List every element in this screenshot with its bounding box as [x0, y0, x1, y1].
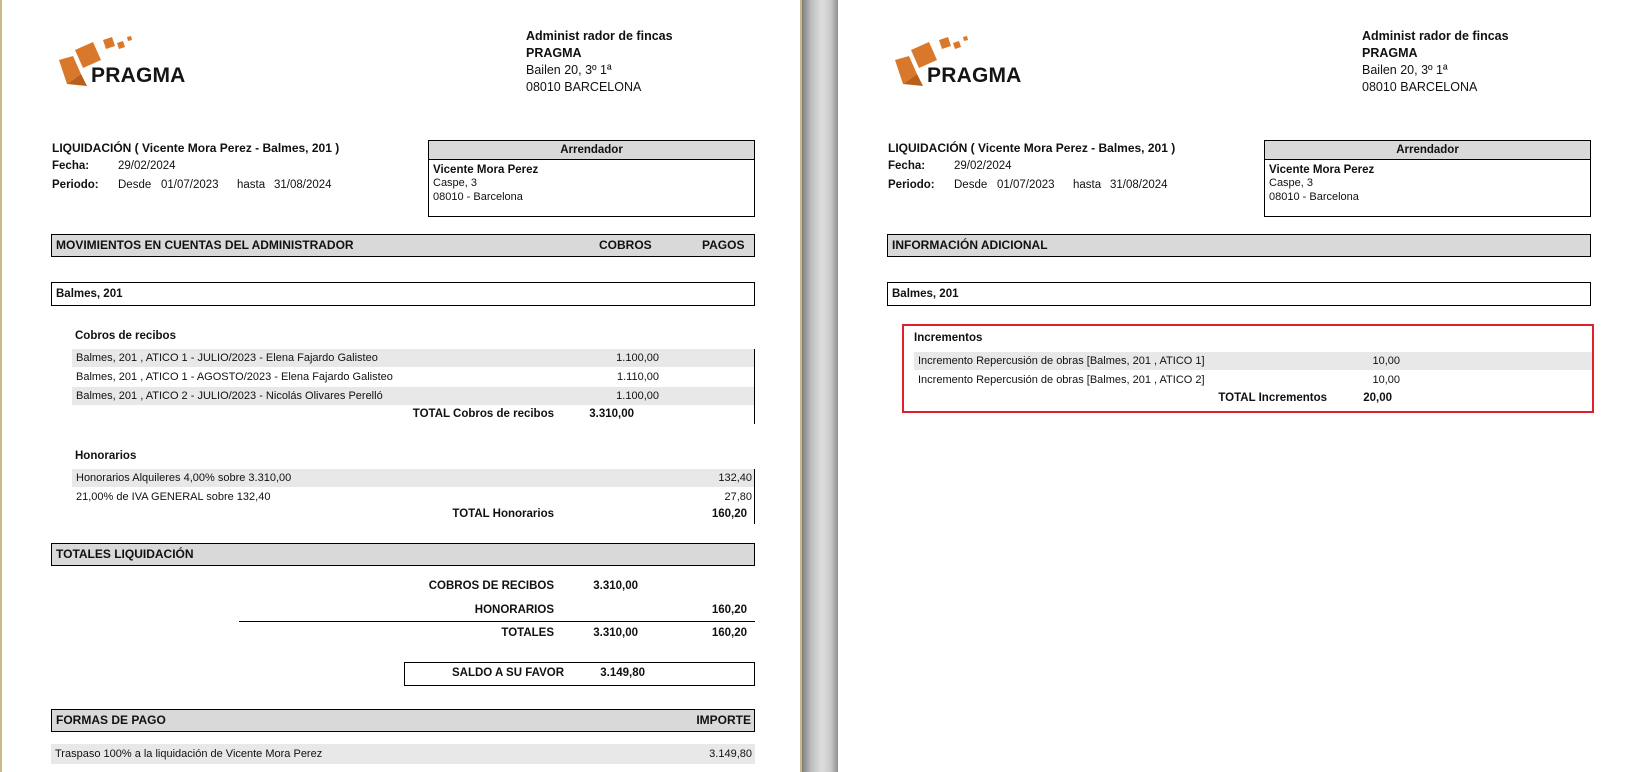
totales-cobros-sum: 3.310,00 [593, 627, 638, 639]
periodo-label: Periodo: [888, 179, 935, 191]
totales-section-header: TOTALES LIQUIDACIÓN [51, 543, 755, 566]
cobros-column-header: COBROS [599, 238, 652, 252]
honorario-amount: 27,80 [724, 491, 752, 503]
document-page-1 [0, 0, 802, 772]
incremento-amount: 10,00 [1372, 374, 1400, 386]
cobros-total-value: 3.310,00 [589, 408, 634, 420]
honorario-row [72, 469, 755, 487]
totales-cobros-value: 3.310,00 [593, 580, 638, 592]
logo-text: PRAGMA [927, 64, 1022, 87]
formas-pago-title: FORMAS DE PAGO [56, 713, 166, 727]
incrementos-total-value: 20,00 [1363, 392, 1392, 404]
cobro-desc: Balmes, 201 , ATICO 1 - JULIO/2023 - Elena Fajardo Galisteo [76, 352, 378, 364]
arrendador-heading: Arrendador [1265, 141, 1590, 160]
incrementos-total-label: TOTAL Incrementos [1218, 392, 1327, 404]
cobro-row [72, 368, 755, 386]
totales-pagos-sum: 160,20 [711, 627, 747, 639]
formas-pago-section-header [51, 709, 755, 732]
company-address-line2: 08010 BARCELONA [1362, 80, 1478, 94]
hasta-label: hasta [1073, 179, 1102, 191]
arrendador-street: Caspe, 3 [1269, 177, 1314, 189]
arrendador-name: Vicente Mora Perez [433, 164, 539, 176]
importe-column-header: IMPORTE [696, 713, 751, 727]
pragma-logo [57, 34, 212, 90]
cobros-recibos-title: Cobros de recibos [75, 330, 176, 342]
forma-pago-desc: Traspaso 100% a la liquidación de Vicente Mora Perez [55, 748, 323, 760]
honorarios-total-value: 160,20 [711, 508, 747, 520]
cobros-total-label: TOTAL Cobros de recibos [412, 408, 554, 420]
logo-text: PRAGMA [91, 64, 186, 87]
arrendador-city: 08010 - Barcelona [1269, 191, 1359, 203]
fecha-label: Fecha: [52, 160, 90, 172]
honorario-desc: Honorarios Alquileres 4,00% sobre 3.310,00 [76, 472, 292, 484]
saldo-label: SALDO A SU FAVOR [451, 667, 564, 679]
arrendador-name: Vicente Mora Perez [1269, 164, 1375, 176]
fecha-label: Fecha: [888, 160, 926, 172]
desde-value: 01/07/2023 [161, 179, 219, 191]
company-address-line2: 08010 BARCELONA [526, 80, 642, 94]
totales-label: TOTALES [501, 627, 554, 639]
cobro-desc: Balmes, 201 , ATICO 2 - JULIO/2023 - Nicolás Olivares Perelló [76, 390, 383, 402]
incrementos-highlight-box [902, 324, 1594, 413]
arrendador-city: 08010 - Barcelona [433, 191, 523, 203]
page-gutter [802, 0, 838, 772]
arrendador-heading: Arrendador [429, 141, 754, 160]
desde-value: 01/07/2023 [997, 179, 1055, 191]
desde-label: Desde [118, 179, 152, 191]
cobro-amount: 1.100,00 [616, 352, 659, 364]
company-address-block [1362, 28, 1509, 96]
incrementos-title: Incrementos [914, 332, 983, 344]
pagos-column-header: PAGOS [702, 238, 745, 252]
cobro-amount: 1.100,00 [616, 390, 659, 402]
incremento-row [914, 352, 1592, 370]
cobro-amount: 1.110,00 [616, 371, 659, 383]
totales-cobros-label: COBROS DE RECIBOS [428, 580, 554, 592]
arrendador-box [428, 140, 755, 217]
periodo-label: Periodo: [52, 179, 99, 191]
company-address-line1: Bailen 20, 3º 1ª [1362, 63, 1448, 77]
fecha-value: 29/02/2024 [118, 160, 176, 172]
forma-pago-row [51, 744, 755, 764]
cobro-desc: Balmes, 201 , ATICO 1 - AGOSTO/2023 - Elena Fajardo Galisteo [76, 371, 393, 383]
hasta-label: hasta [237, 179, 266, 191]
movimientos-title: MOVIMIENTOS EN CUENTAS DEL ADMINISTRADOR [56, 238, 354, 252]
incremento-row [914, 371, 1592, 389]
movimientos-section-header [51, 234, 755, 257]
incremento-desc: Incremento Repercusión de obras [Balmes, 201 , ATICO 2] [918, 374, 1205, 386]
liquidation-title: LIQUIDACIÓN ( Vicente Mora Perez - Balmes, 201 ) [52, 141, 340, 155]
company-name: PRAGMA [526, 46, 582, 60]
honorarios-total-label: TOTAL Honorarios [452, 508, 554, 520]
saldo-value: 3.149,80 [600, 667, 645, 679]
hasta-value: 31/08/2024 [274, 179, 332, 191]
fecha-value: 29/02/2024 [954, 160, 1012, 172]
totales-honorarios-value: 160,20 [711, 604, 747, 616]
totales-separator [239, 621, 755, 622]
cobro-row [72, 349, 755, 367]
honorario-amount: 132,40 [718, 472, 752, 484]
cobro-row [72, 387, 755, 405]
desde-label: Desde [954, 179, 988, 191]
arrendador-street: Caspe, 3 [433, 177, 478, 189]
liquidation-title: LIQUIDACIÓN ( Vicente Mora Perez - Balmes, 201 ) [888, 141, 1176, 155]
incremento-amount: 10,00 [1372, 355, 1400, 367]
info-adicional-header: INFORMACIÓN ADICIONAL [887, 234, 1591, 257]
company-address-block [526, 28, 673, 96]
saldo-box [404, 662, 755, 686]
company-name: PRAGMA [1362, 46, 1418, 60]
honorarios-title: Honorarios [75, 450, 137, 462]
honorario-row [72, 488, 755, 506]
hasta-value: 31/08/2024 [1110, 179, 1168, 191]
honorario-desc: 21,00% de IVA GENERAL sobre 132,40 [76, 491, 271, 503]
property-header: Balmes, 201 [887, 282, 1591, 306]
column-border [754, 469, 755, 524]
company-address-line1: Bailen 20, 3º 1ª [526, 63, 612, 77]
admin-title: Administ rador de fincas [1362, 29, 1509, 43]
admin-title: Administ rador de fincas [526, 29, 673, 43]
totales-honorarios-label: HONORARIOS [474, 604, 554, 616]
pragma-logo [893, 34, 1048, 90]
property-header: Balmes, 201 [51, 282, 755, 306]
column-border [754, 349, 755, 424]
arrendador-box [1264, 140, 1591, 217]
incremento-desc: Incremento Repercusión de obras [Balmes, 201 , ATICO 1] [918, 355, 1205, 367]
forma-pago-amount: 3.149,80 [709, 748, 752, 760]
